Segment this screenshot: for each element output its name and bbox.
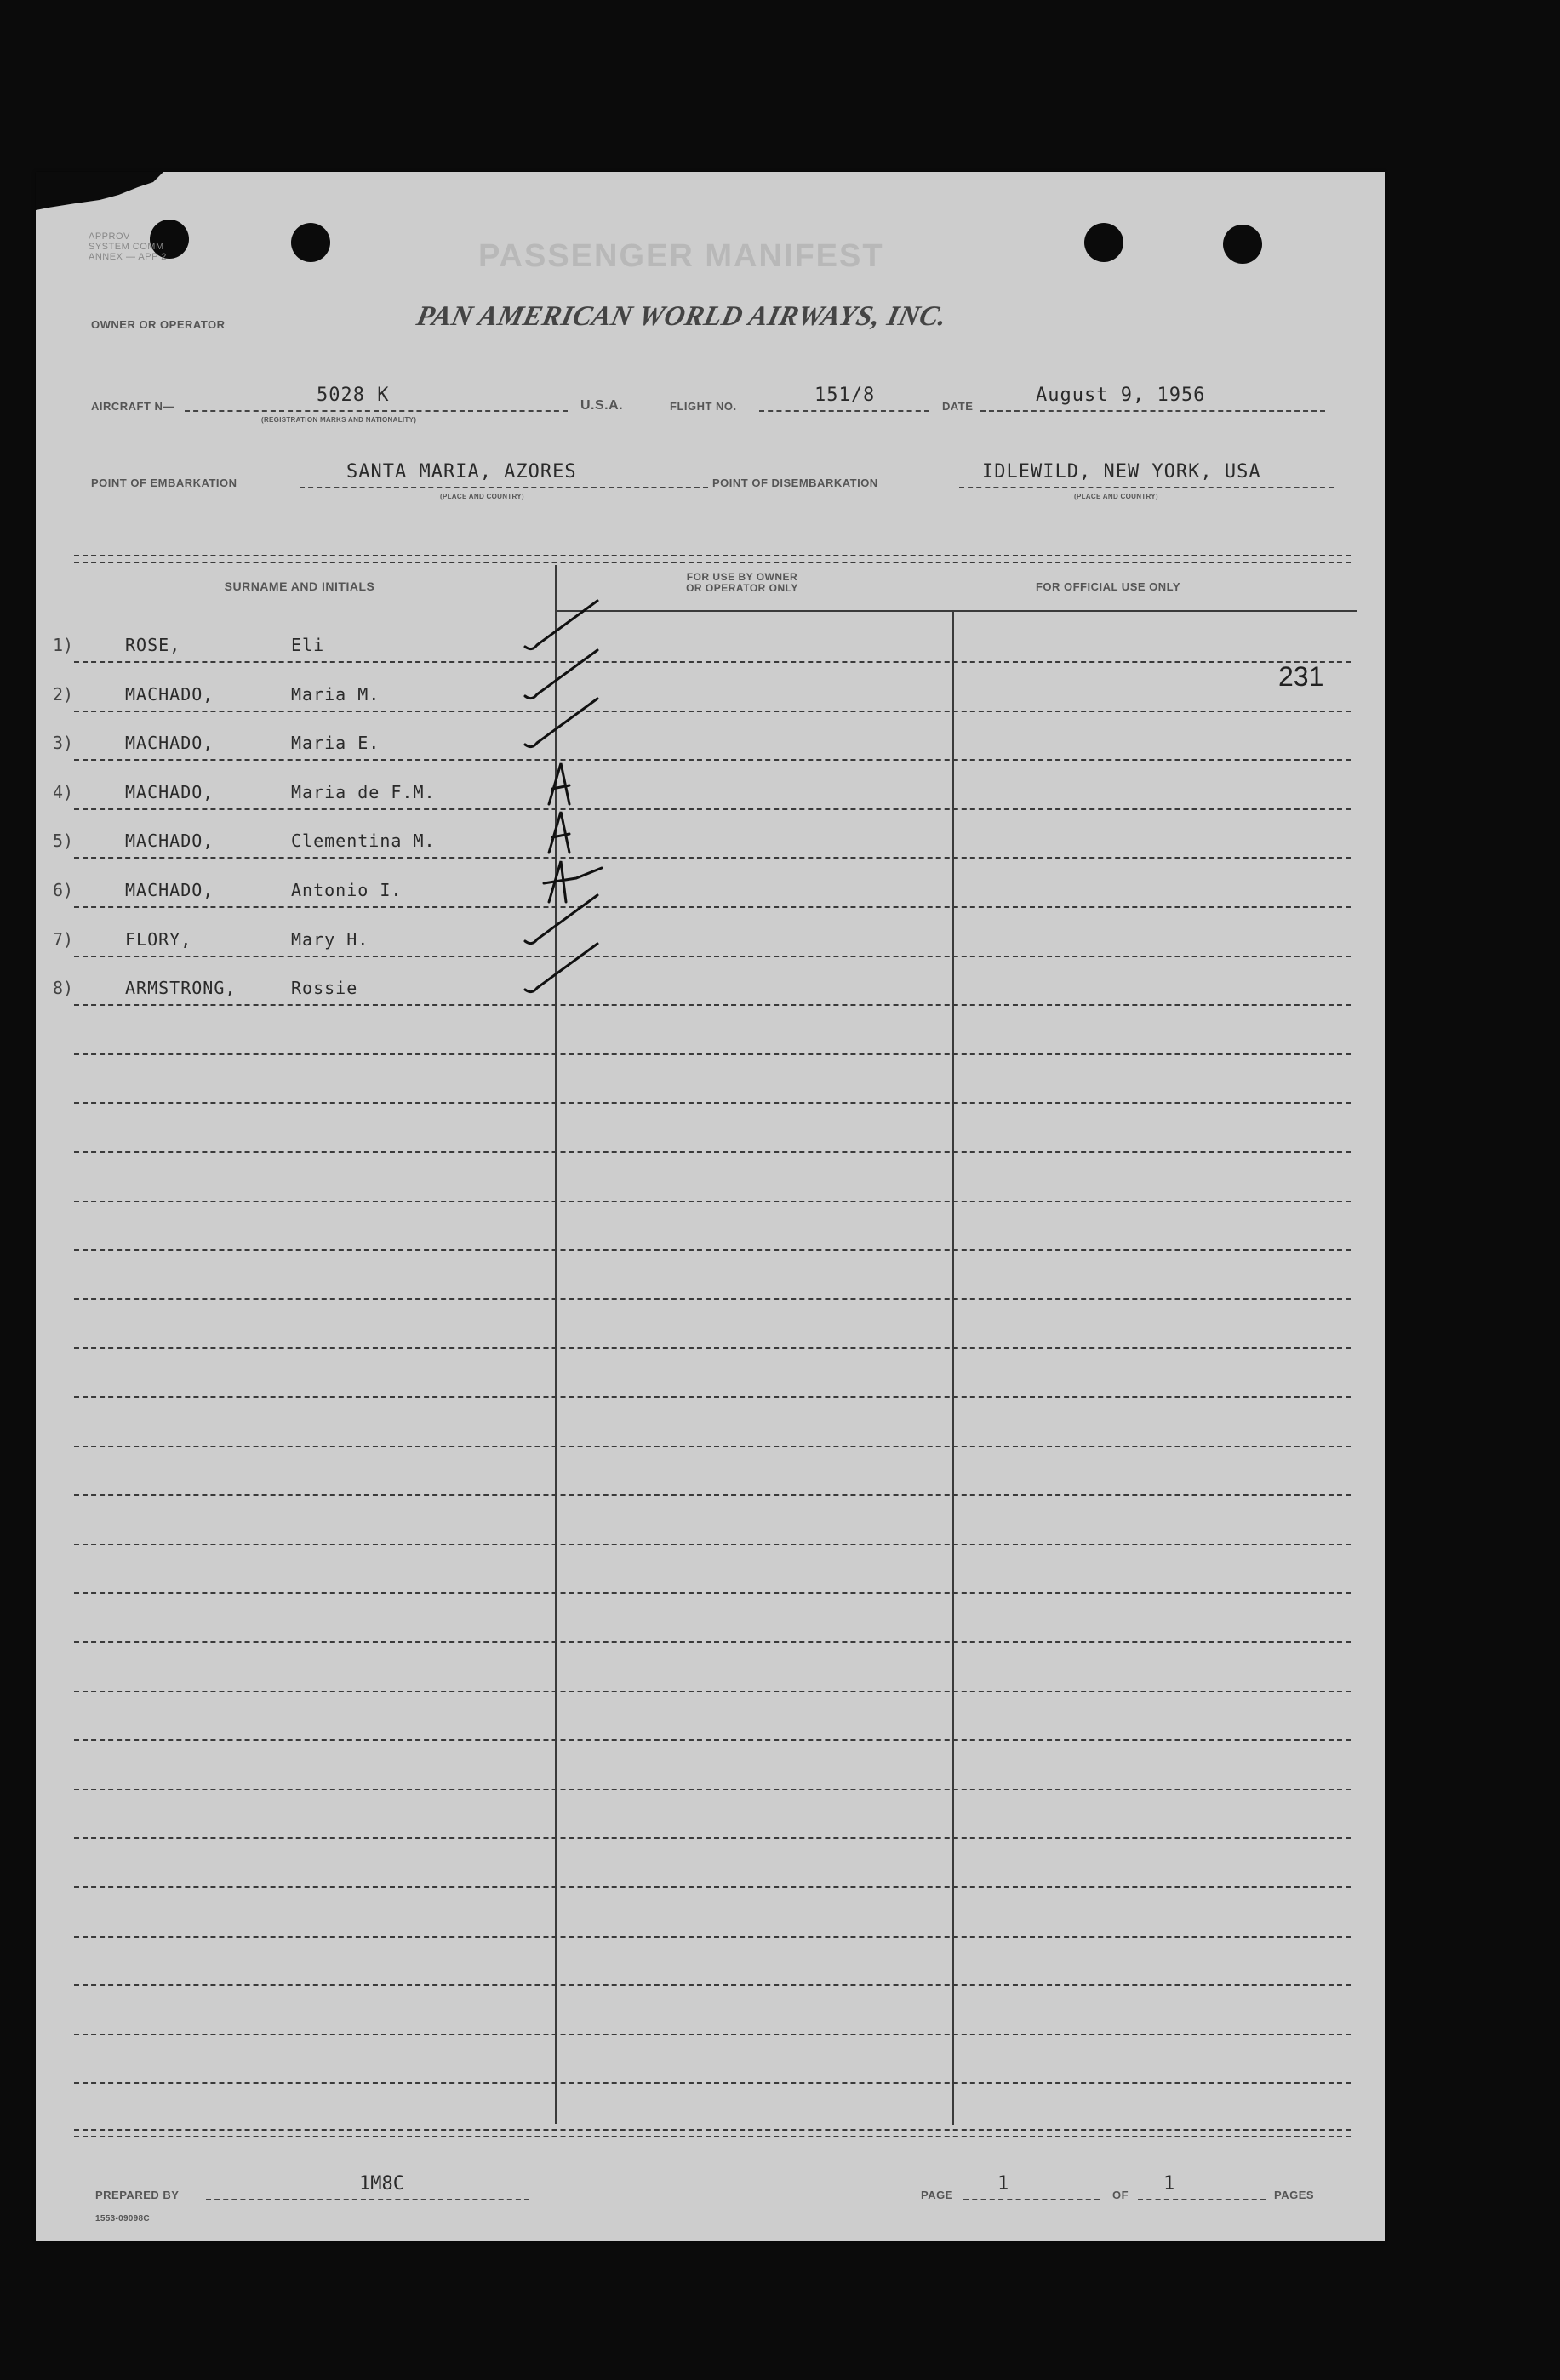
row-rule (74, 1641, 1351, 1643)
owner-label: OWNER OR OPERATOR (91, 318, 226, 331)
row-rule (74, 1789, 1351, 1790)
row-rule (74, 1151, 1351, 1153)
row-rule (74, 1053, 1351, 1055)
row-rule (74, 1249, 1351, 1251)
passenger-number: 6) (53, 880, 74, 900)
passenger-row (53, 974, 529, 1008)
torn-corner (36, 172, 163, 223)
passenger-number: 7) (53, 929, 74, 950)
passenger-row (53, 631, 529, 665)
flight-value: 151/8 (814, 385, 876, 406)
passenger-number: 2) (53, 684, 74, 705)
of-underline (1138, 2199, 1266, 2200)
passenger-given-name: Maria M. (291, 684, 380, 705)
header-rule (74, 555, 1351, 556)
row-rule (74, 1984, 1351, 1986)
prepared-underline (206, 2199, 529, 2200)
passenger-surname: MACHADO, (125, 880, 214, 900)
row-rule (74, 1347, 1351, 1349)
passenger-given-name: Maria E. (291, 733, 380, 753)
approval-line: APPROV (89, 231, 130, 242)
handwritten-mark-check (525, 950, 602, 1002)
stamp-number: 231 (1278, 661, 1324, 692)
embark-underline (300, 487, 708, 488)
passenger-given-name: Rossie (291, 978, 358, 998)
date-label: DATE (942, 400, 974, 413)
row-rule (74, 1691, 1351, 1692)
passenger-given-name: Antonio I. (291, 880, 403, 900)
handwritten-mark-check (525, 608, 602, 659)
passenger-number: 4) (53, 782, 74, 802)
passenger-surname: ARMSTRONG, (125, 978, 237, 998)
row-rule (74, 1102, 1351, 1104)
header-bottom-rule (557, 610, 1357, 612)
footer-rule (74, 2129, 1351, 2131)
usa-label: U.S.A. (580, 398, 624, 413)
page-label: PAGE (921, 2189, 953, 2201)
footer-rule (74, 2136, 1351, 2137)
row-rule (74, 1886, 1351, 1888)
row-rule (74, 2082, 1351, 2084)
row-rule (74, 1592, 1351, 1594)
passenger-given-name: Clementina M. (291, 830, 436, 851)
passenger-row (53, 729, 529, 763)
form-number: 1553-09098C (95, 2214, 150, 2223)
prepared-value: 1M8C (359, 2173, 404, 2195)
page-underline (963, 2199, 1100, 2200)
passenger-row (53, 779, 529, 813)
passenger-number: 3) (53, 733, 74, 753)
column-divider (952, 610, 954, 2125)
disembark-underline (959, 487, 1334, 488)
col-owner-header (623, 572, 861, 594)
handwritten-mark-A-check (525, 853, 602, 904)
aircraft-label: AIRCRAFT N— (91, 400, 174, 413)
header-rule (74, 562, 1351, 563)
col-owner-header-line: OR OPERATOR ONLY (686, 582, 798, 594)
passenger-number: 1) (53, 635, 74, 655)
col-official-header: FOR OFFICIAL USE ONLY (1035, 580, 1181, 593)
passenger-row (53, 876, 529, 910)
flight-label: FLIGHT NO. (670, 400, 737, 413)
passenger-row (53, 926, 529, 960)
handwritten-mark-check (525, 657, 602, 708)
passenger-given-name: Maria de F.M. (291, 782, 436, 802)
row-rule (74, 1544, 1351, 1545)
passenger-surname: ROSE, (125, 635, 181, 655)
flight-underline (759, 410, 929, 412)
disembark-value: IDLEWILD, NEW YORK, USA (982, 461, 1261, 482)
passenger-surname: MACHADO, (125, 733, 214, 753)
punch-hole (291, 223, 330, 262)
aircraft-value: 5028 K (317, 385, 390, 406)
aircraft-underline (185, 410, 568, 412)
passenger-row (53, 827, 529, 861)
prepared-label: PREPARED BY (95, 2189, 180, 2201)
approval-line: ANNEX — APP 2 (89, 252, 167, 262)
embark-value: SANTA MARIA, AZORES (346, 461, 577, 482)
punch-hole (1084, 223, 1123, 262)
row-rule (74, 2034, 1351, 2035)
passenger-surname: MACHADO, (125, 782, 214, 802)
passenger-surname: FLORY, (125, 929, 192, 950)
handwritten-mark-check (525, 705, 602, 756)
passenger-row (53, 681, 529, 715)
airline-name: PAN AMERICAN WORLD AIRWAYS, INC. (414, 301, 950, 332)
date-value: August 9, 1956 (1036, 385, 1206, 406)
col-owner-header-line: FOR USE BY OWNER (686, 571, 798, 583)
handwritten-mark-check (525, 902, 602, 953)
row-rule (74, 1936, 1351, 1938)
handwritten-mark-A (525, 755, 602, 806)
col-surname-header: SURNAME AND INITIALS (224, 579, 375, 593)
passenger-given-name: Mary H. (291, 929, 369, 950)
pages-label: PAGES (1274, 2189, 1315, 2201)
passenger-surname: MACHADO, (125, 684, 214, 705)
row-rule (74, 1446, 1351, 1447)
disembark-sub: (PLACE AND COUNTRY) (1074, 493, 1158, 500)
row-rule (74, 1837, 1351, 1839)
manifest-page (36, 172, 1385, 2241)
page-value: 1 (997, 2173, 1009, 2195)
passenger-number: 5) (53, 830, 74, 851)
embark-sub: (PLACE AND COUNTRY) (440, 493, 524, 500)
aircraft-sub: (REGISTRATION MARKS AND NATIONALITY) (261, 416, 417, 424)
of-label: OF (1112, 2189, 1129, 2201)
row-rule (74, 1298, 1351, 1300)
punch-hole (1223, 225, 1262, 264)
form-title: PASSENGER MANIFEST (478, 238, 884, 274)
row-rule (74, 1396, 1351, 1398)
row-rule (74, 1739, 1351, 1741)
date-underline (980, 410, 1325, 412)
passenger-given-name: Eli (291, 635, 325, 655)
approval-line: SYSTEM COMM (89, 242, 164, 252)
of-value: 1 (1163, 2173, 1175, 2195)
approval-block (89, 231, 167, 262)
handwritten-mark-A (525, 803, 602, 854)
passenger-surname: MACHADO, (125, 830, 214, 851)
disembark-label: POINT OF DISEMBARKATION (712, 477, 878, 489)
embark-label: POINT OF EMBARKATION (91, 477, 237, 489)
passenger-number: 8) (53, 978, 74, 998)
row-rule (74, 1201, 1351, 1202)
row-rule (74, 1494, 1351, 1496)
